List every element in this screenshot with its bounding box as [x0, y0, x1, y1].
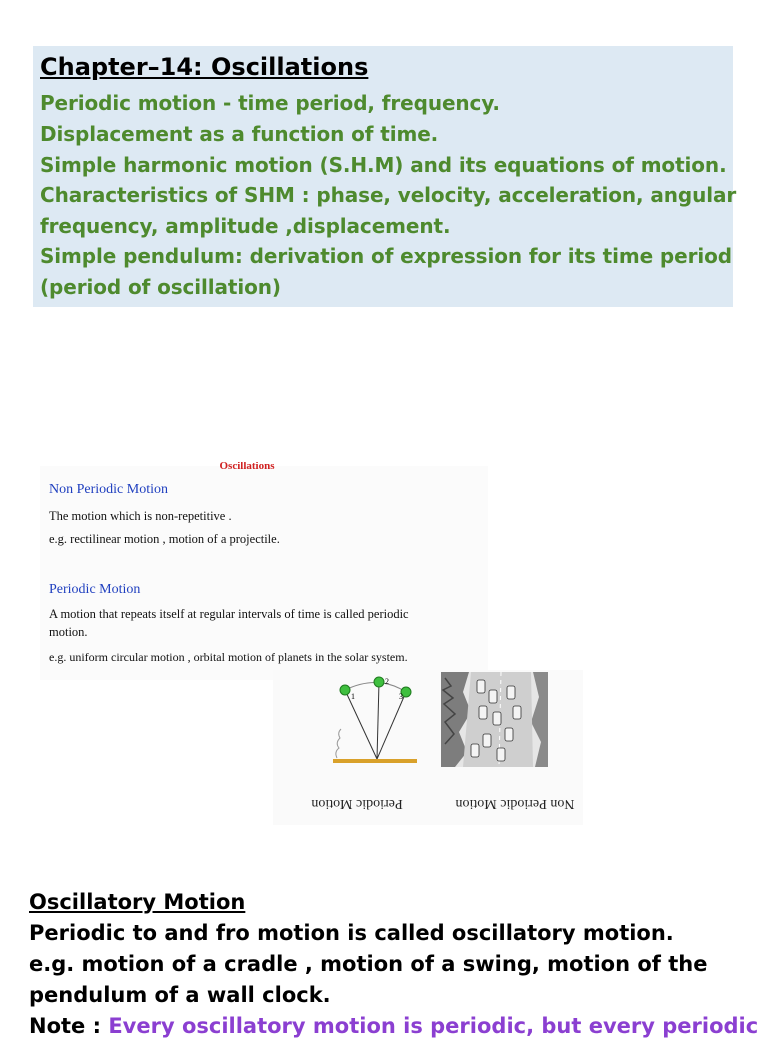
- topic-line-2: Displacement as a function of time.: [40, 122, 439, 146]
- pendulum-figure: [323, 672, 423, 772]
- traffic-figure: [441, 672, 548, 767]
- non-periodic-definition: The motion which is non-repetitive .: [49, 509, 232, 523]
- topic-line-4: Characteristics of SHM : phase, velocity, acceleration, angular: [40, 183, 737, 207]
- oscillatory-line-2: e.g. motion of a cradle , motion of a swing, motion of the: [29, 952, 708, 976]
- note-line: [29, 1014, 758, 1038]
- periodic-heading: Periodic Motion: [49, 582, 141, 597]
- bob-1: [340, 685, 350, 695]
- topic-line-6: Simple pendulum: derivation of expression for its time period: [40, 244, 732, 268]
- periodic-example: e.g. uniform circular motion , orbital motion of planets in the solar system.: [49, 650, 408, 664]
- topic-line-7: (period of oscillation): [40, 275, 281, 299]
- periodic-definition-line-1: A motion that repeats itself at regular intervals of time is called periodic: [49, 607, 409, 621]
- oscillatory-line-3: pendulum of a wall clock.: [29, 983, 331, 1007]
- string-right: [377, 692, 406, 759]
- chapter-title: Chapter–14: Oscillations: [40, 53, 369, 81]
- stand-scribble: [336, 729, 341, 758]
- non-periodic-example: e.g. rectilinear motion , motion of a projectile.: [49, 532, 280, 546]
- oscillatory-line-1: Periodic to and fro motion is called oscillatory motion.: [29, 921, 674, 945]
- note-text: Every oscillatory motion is periodic, but every periodic: [108, 1014, 759, 1038]
- caption-non-periodic-motion: Non Periodic Motion: [455, 796, 575, 811]
- bob-label-2: 2: [385, 677, 389, 686]
- oscillatory-motion-title: Oscillatory Motion: [29, 890, 246, 914]
- bob-label-1: 1: [351, 692, 355, 701]
- snapshot-cutoff-title: Oscillations: [219, 462, 275, 472]
- support-bar: [333, 759, 417, 763]
- bob-2: [374, 677, 384, 687]
- bob-label-3: 3: [399, 692, 403, 701]
- topic-line-5: frequency, amplitude ,displacement.: [40, 214, 451, 238]
- caption-periodic-motion: Periodic Motion: [311, 796, 403, 811]
- topic-line-3: Simple harmonic motion (S.H.M) and its equations of motion.: [40, 153, 727, 177]
- topic-line-1: Periodic motion - time period, frequency.: [40, 91, 500, 115]
- non-periodic-heading: Non Periodic Motion: [49, 482, 168, 497]
- string-left: [345, 690, 377, 759]
- slide-snapshot: [40, 466, 488, 680]
- string-center: [377, 682, 379, 759]
- note-label: Note :: [29, 1014, 109, 1038]
- periodic-definition-line-2: motion.: [49, 625, 88, 639]
